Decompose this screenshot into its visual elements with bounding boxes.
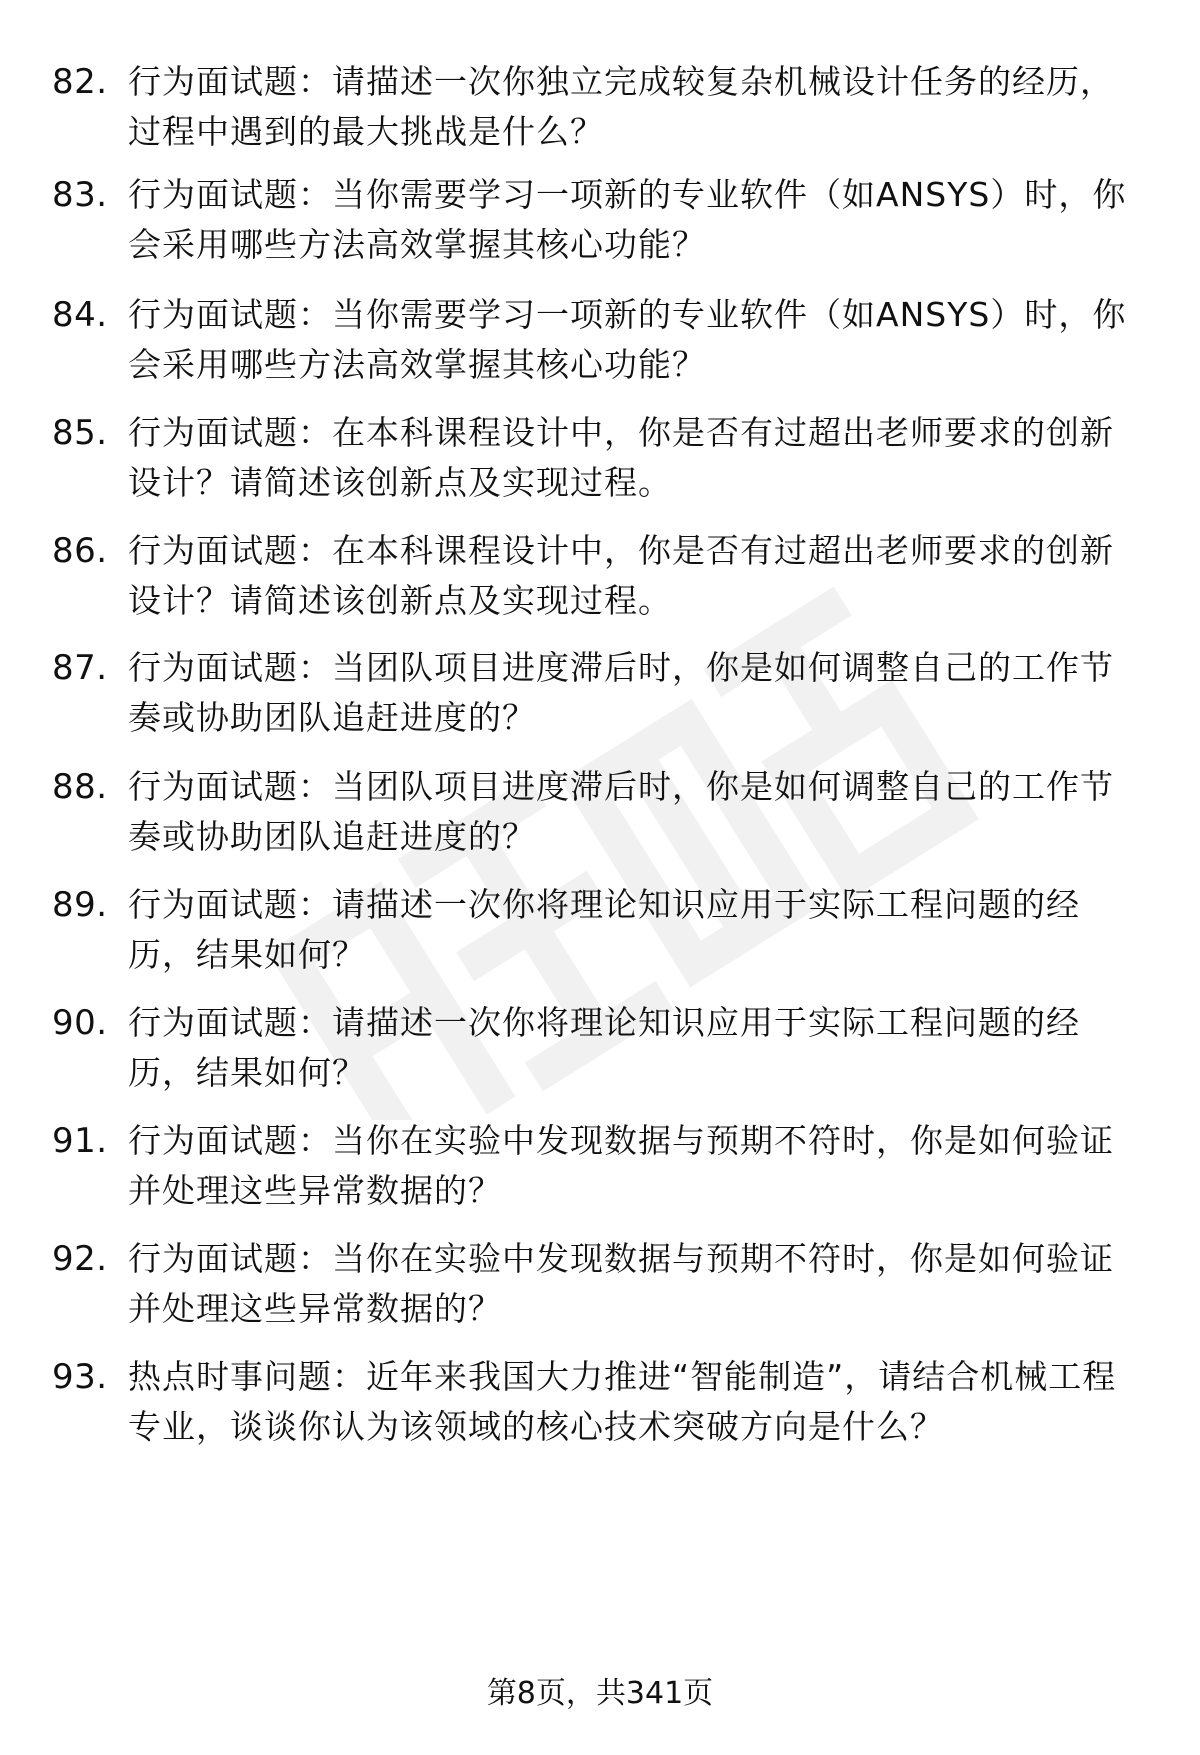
question-text: 行为面试题：请描述一次你独立完成较复杂机械设计任务的经历，过程中遇到的最大挑战是什么？ bbox=[128, 62, 1114, 151]
question-item bbox=[0, 1234, 1200, 1344]
question-text: 行为面试题：当你在实验中发现数据与预期不符时，你是如何验证并处理这些异常数据的？ bbox=[128, 1239, 1114, 1328]
question-item bbox=[0, 880, 1200, 990]
question-item bbox=[0, 643, 1200, 753]
question-item bbox=[0, 762, 1200, 872]
question-number: 82. bbox=[52, 62, 108, 102]
question-item bbox=[0, 526, 1200, 636]
question-text: 行为面试题：请描述一次你将理论知识应用于实际工程问题的经历，结果如何？ bbox=[128, 885, 1080, 974]
question-number: 83. bbox=[52, 175, 108, 215]
question-number: 92. bbox=[52, 1239, 108, 1279]
question-number: 87. bbox=[52, 648, 108, 688]
question-number: 88. bbox=[52, 767, 108, 807]
page-number-label: 第8页，共341页 bbox=[486, 1676, 714, 1711]
question-number: 91. bbox=[52, 1121, 108, 1161]
question-text: 行为面试题：在本科课程设计中，你是否有过超出老师要求的创新设计？请简述该创新点及实现过程。 bbox=[128, 531, 1114, 620]
question-item bbox=[0, 170, 1200, 280]
question-text: 热点时事问题：近年来我国大力推进“智能制造”，请结合机械工程专业，谈谈你认为该领域的核心技术突破方向是什么？ bbox=[128, 1357, 1117, 1446]
page-footer bbox=[0, 1672, 1200, 1716]
question-text: 行为面试题：请描述一次你将理论知识应用于实际工程问题的经历，结果如何？ bbox=[128, 1003, 1080, 1092]
question-item bbox=[0, 57, 1200, 167]
question-item bbox=[0, 408, 1200, 518]
question-number: 84. bbox=[52, 295, 108, 335]
question-number: 85. bbox=[52, 413, 108, 453]
question-text: 行为面试题：当你需要学习一项新的专业软件（如ANSYS）时，你会采用哪些方法高效掌握其核心功能？ bbox=[128, 175, 1127, 264]
question-number: 86. bbox=[52, 531, 108, 571]
question-item bbox=[0, 1116, 1200, 1226]
question-text: 行为面试题：当你需要学习一项新的专业软件（如ANSYS）时，你会采用哪些方法高效掌握其核心功能？ bbox=[128, 295, 1127, 384]
question-number: 89. bbox=[52, 885, 108, 925]
question-item bbox=[0, 1352, 1200, 1462]
question-text: 行为面试题：当团队项目进度滞后时，你是如何调整自己的工作节奏或协助团队追赶进度的？ bbox=[128, 648, 1114, 737]
question-number: 93. bbox=[52, 1357, 108, 1397]
question-item bbox=[0, 290, 1200, 400]
question-text: 行为面试题：当你在实验中发现数据与预期不符时，你是如何验证并处理这些异常数据的？ bbox=[128, 1121, 1114, 1210]
question-number: 90. bbox=[52, 1003, 108, 1043]
question-text: 行为面试题：当团队项目进度滞后时，你是如何调整自己的工作节奏或协助团队追赶进度的？ bbox=[128, 767, 1114, 856]
question-text: 行为面试题：在本科课程设计中，你是否有过超出老师要求的创新设计？请简述该创新点及实现过程。 bbox=[128, 413, 1114, 502]
question-item bbox=[0, 998, 1200, 1108]
